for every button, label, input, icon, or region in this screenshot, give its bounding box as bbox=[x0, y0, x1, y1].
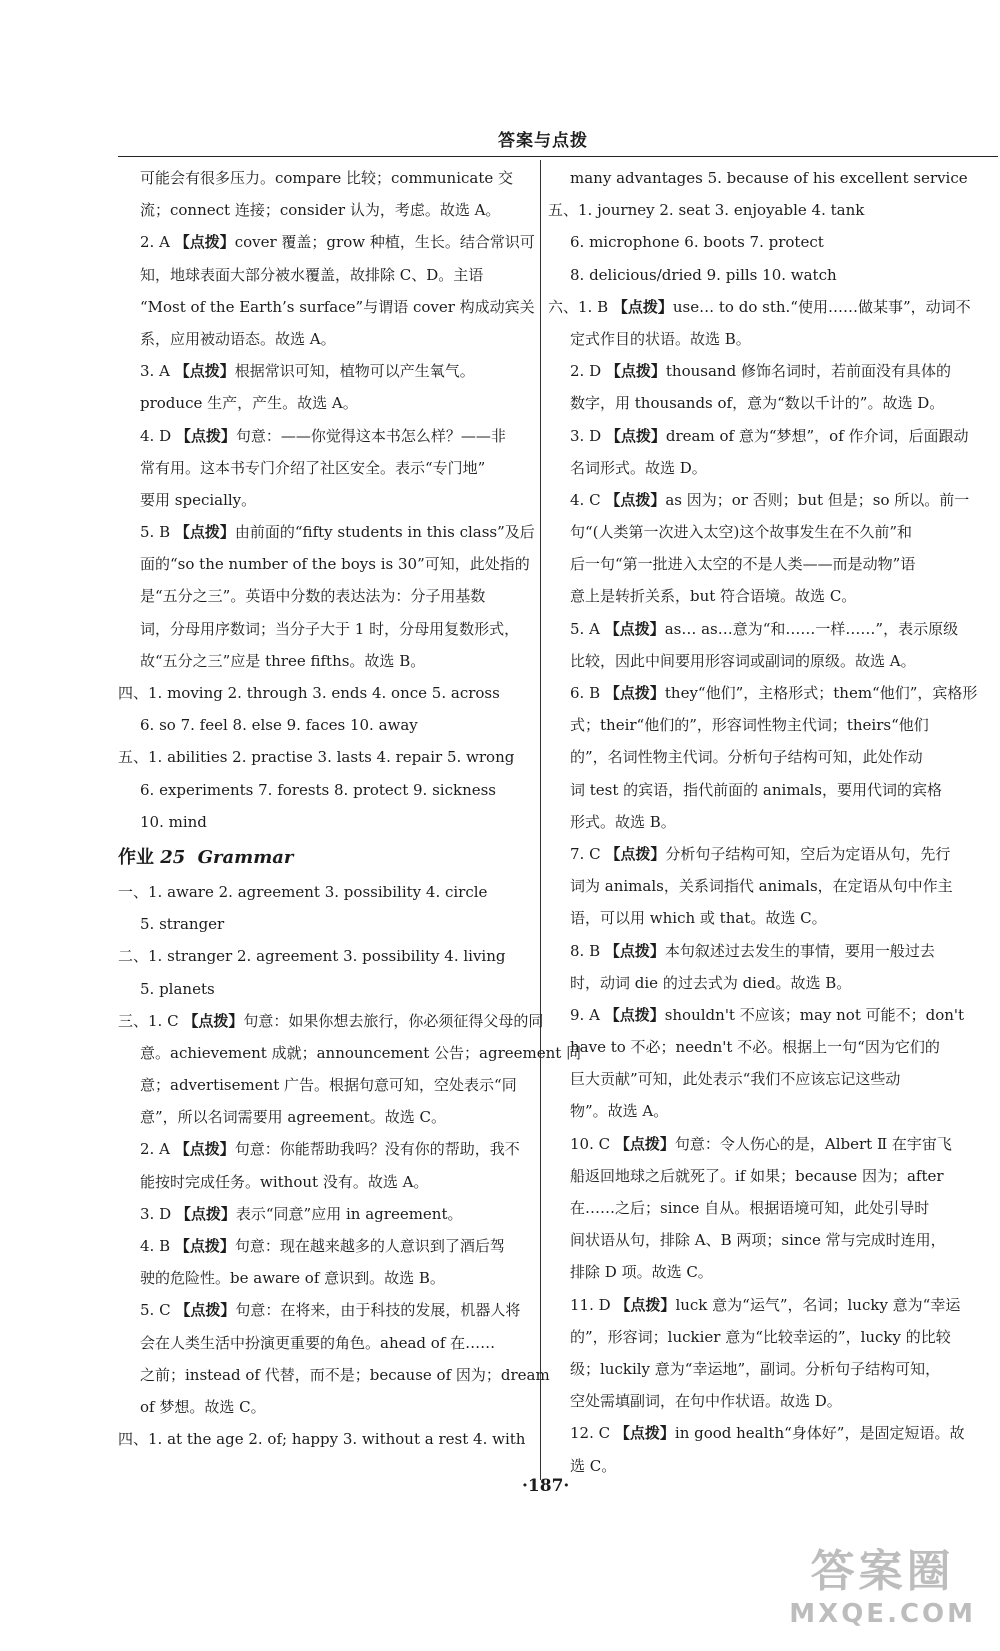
line-text: 6. experiments 7. forests 8. protect 9. sickness bbox=[140, 780, 497, 799]
text-line bbox=[118, 355, 533, 387]
item-number: 8. B bbox=[570, 941, 605, 960]
text-line bbox=[548, 1353, 988, 1385]
text-line bbox=[118, 908, 533, 940]
text-line bbox=[118, 226, 533, 258]
text-line bbox=[548, 1224, 988, 1256]
line-text: 巨大贡献”可知，此处表示“我们不应该忘记这些动 bbox=[570, 1070, 901, 1089]
text-line bbox=[548, 194, 988, 226]
text-line bbox=[118, 806, 533, 838]
line-text: 句意：现在越来越多的人意识到了酒后驾 bbox=[234, 1237, 505, 1255]
line-text: 可能会有很多压力。compare 比较；communicate 交 bbox=[140, 169, 514, 187]
text-line bbox=[118, 1230, 533, 1262]
line-text: 本句叙述过去发生的事情，要用一般过去 bbox=[664, 941, 935, 960]
text-line bbox=[118, 323, 533, 355]
text-line bbox=[118, 1198, 533, 1230]
line-text: 要用 specially。 bbox=[140, 490, 257, 509]
text-line bbox=[548, 1192, 988, 1224]
line-text: 的”，形容词；luckier 意为“比较幸运的”，lucky 的比较 bbox=[570, 1327, 951, 1346]
hint-tag: 【点拨】 bbox=[174, 523, 235, 542]
line-text: use… to do sth.“使用……做某事”，动词不 bbox=[672, 297, 971, 316]
text-line bbox=[118, 516, 533, 548]
line-text: as 因为；or 否则；but 但是；so 所以。前一 bbox=[665, 490, 970, 509]
line-text: 词 test 的宾语，指代前面的 animals，要用代词的宾格 bbox=[570, 780, 942, 799]
line-text: 故“五分之三”应是 three fifths。故选 B。 bbox=[140, 651, 426, 670]
line-text: 5. stranger bbox=[140, 915, 225, 934]
watermark-logo bbox=[789, 1535, 976, 1629]
line-text: 5. planets bbox=[140, 979, 215, 998]
text-line bbox=[118, 940, 533, 972]
section-number: 25 bbox=[160, 846, 186, 868]
hint-tag: 【点拨】 bbox=[174, 1237, 235, 1255]
text-line bbox=[548, 420, 988, 452]
item-number: 10. C bbox=[570, 1134, 615, 1153]
text-line bbox=[548, 1095, 988, 1127]
item-number: 4. C bbox=[570, 490, 606, 509]
item-number: 2. D bbox=[570, 362, 606, 381]
text-line bbox=[548, 838, 988, 870]
text-line bbox=[548, 323, 988, 355]
hint-tag: 【点拨】 bbox=[174, 1140, 235, 1159]
line-text: 会在人类生活中扮演更重要的角色。ahead of 在…… bbox=[140, 1333, 496, 1352]
line-text: 名词形式。故选 D。 bbox=[570, 458, 707, 477]
text-line bbox=[548, 1450, 988, 1482]
line-text: dream of 意为“梦想”，of 作介词，后面跟动 bbox=[665, 426, 969, 445]
hint-tag: 【点拨】 bbox=[604, 941, 665, 960]
line-text: 常有用。这本书专门介绍了社区安全。表示“专门地” bbox=[140, 458, 486, 477]
section-name: Grammar bbox=[197, 846, 294, 868]
item-number: 六、1. B bbox=[548, 297, 613, 316]
text-line bbox=[118, 259, 533, 291]
line-text: 6. microphone 6. boots 7. protect bbox=[570, 233, 824, 252]
text-line bbox=[548, 452, 988, 484]
text-line bbox=[118, 613, 533, 645]
text-line bbox=[118, 1262, 533, 1294]
text-line bbox=[548, 1256, 988, 1288]
text-line bbox=[118, 1069, 533, 1101]
hint-tag: 【点拨】 bbox=[174, 233, 235, 252]
line-text: 四、1. at the age 2. of; happy 3. without a rest 4. with bbox=[118, 1430, 526, 1449]
text-line bbox=[548, 355, 988, 387]
text-line bbox=[118, 774, 533, 806]
text-line bbox=[548, 613, 988, 645]
text-line bbox=[548, 1385, 988, 1417]
line-text: 的”，名词性物主代词。分析句子结构可知，此处作动 bbox=[570, 748, 923, 767]
line-text: 意”，所以名词需要用 agreement。故选 C。 bbox=[140, 1108, 446, 1127]
hint-tag: 【点拨】 bbox=[605, 490, 666, 509]
hint-tag: 【点拨】 bbox=[183, 1011, 244, 1030]
hint-tag: 【点拨】 bbox=[612, 297, 673, 316]
text-line bbox=[118, 876, 533, 908]
hint-tag: 【点拨】 bbox=[175, 1204, 236, 1223]
text-line bbox=[548, 741, 988, 773]
text-line bbox=[118, 973, 533, 1005]
text-line bbox=[118, 1037, 582, 1069]
column-divider bbox=[540, 160, 541, 1480]
text-line bbox=[548, 870, 988, 902]
text-line bbox=[548, 806, 988, 838]
hint-tag: 【点拨】 bbox=[605, 844, 666, 863]
hint-tag: 【点拨】 bbox=[604, 1005, 665, 1024]
right-block bbox=[548, 162, 988, 1482]
hint-tag: 【点拨】 bbox=[615, 1295, 676, 1314]
text-line bbox=[118, 1423, 533, 1455]
line-text: 意。achievement 成就；announcement 公告；agreement 同 bbox=[140, 1043, 582, 1062]
line-text: 知，地球表面大部分被水覆盖，故排除 C、D。主语 bbox=[140, 265, 484, 284]
line-text: produce 生产，产生。故选 A。 bbox=[140, 394, 358, 413]
item-number: 6. B bbox=[570, 684, 605, 702]
line-text: 面的“so the number of the boys is 30”可知，此处指的 bbox=[140, 555, 530, 574]
hint-tag: 【点拨】 bbox=[605, 426, 666, 445]
right-column bbox=[548, 162, 988, 1482]
line-text: 式；their“他们的”，形容词性物主代词；theirs“他们 bbox=[570, 716, 929, 735]
line-text: 是“五分之三”。英语中分数的表达法为：分子用基数 bbox=[140, 587, 486, 606]
text-line bbox=[548, 259, 988, 291]
text-line bbox=[118, 1359, 550, 1391]
item-number: 3. D bbox=[140, 1204, 176, 1223]
text-line bbox=[118, 452, 533, 484]
left-top-block bbox=[118, 162, 533, 838]
item-number: 9. A bbox=[570, 1005, 605, 1024]
text-line bbox=[548, 1063, 988, 1095]
text-line bbox=[118, 1133, 533, 1165]
item-number: 5. C bbox=[140, 1301, 176, 1320]
line-text: 8. delicious/dried 9. pills 10. watch bbox=[570, 265, 837, 284]
line-text: 四、1. moving 2. through 3. ends 4. once 5. across bbox=[118, 684, 500, 702]
line-text: 级；luckily 意为“幸运地”，副词。分析句子结构可知， bbox=[570, 1359, 941, 1378]
item-number: 三、1. C bbox=[118, 1011, 184, 1030]
hint-tag: 【点拨】 bbox=[614, 1134, 675, 1153]
line-text: as… as…意为“和……一样……”，表示原级 bbox=[664, 619, 959, 638]
item-number: 5. B bbox=[140, 523, 175, 542]
text-line bbox=[548, 1128, 988, 1160]
watermark-main: 答案圈 bbox=[810, 1546, 955, 1597]
text-line bbox=[118, 1294, 533, 1326]
hint-tag: 【点拨】 bbox=[614, 1424, 675, 1443]
text-line bbox=[118, 709, 533, 741]
line-text: 空处需填副词，在句中作状语。故选 D。 bbox=[570, 1392, 842, 1411]
item-number: 4. D bbox=[140, 426, 176, 445]
line-text: thousand 修饰名词时，若前面没有具体的 bbox=[665, 362, 951, 381]
text-line bbox=[548, 548, 988, 580]
line-text: 句意：你能帮助我吗？没有你的帮助，我不 bbox=[234, 1140, 520, 1159]
line-text: many advantages 5. because of his excellent service bbox=[570, 169, 968, 187]
text-line bbox=[118, 580, 533, 612]
text-line bbox=[548, 484, 988, 516]
text-line bbox=[548, 774, 988, 806]
text-line bbox=[118, 1166, 533, 1198]
text-line bbox=[118, 741, 533, 773]
line-text: 五、1. journey 2. seat 3. enjoyable 4. tank bbox=[548, 201, 865, 220]
item-number: 12. C bbox=[570, 1424, 615, 1443]
text-line bbox=[548, 677, 988, 709]
line-text: 物”。故选 A。 bbox=[570, 1102, 669, 1121]
line-text: 句意：——你觉得这本书怎么样？——非 bbox=[235, 426, 506, 445]
text-line bbox=[118, 291, 533, 323]
watermark-sub: MXQE.COM bbox=[789, 1599, 976, 1629]
line-text: 时，动词 die 的过去式为 died。故选 B。 bbox=[570, 973, 852, 992]
line-text: 数字，用 thousands of，意为“数以千计的”。故选 D。 bbox=[570, 394, 945, 413]
hint-tag: 【点拨】 bbox=[174, 362, 235, 381]
text-line bbox=[118, 548, 533, 580]
item-number: 3. D bbox=[570, 426, 606, 445]
line-text: “Most of the Earth’s surface”与谓语 cover 构成动宾关 bbox=[140, 297, 535, 316]
text-line bbox=[548, 1160, 988, 1192]
text-line bbox=[118, 645, 533, 677]
text-line bbox=[118, 162, 533, 194]
line-text: shouldn't 不应该；may not 可能不；don't bbox=[664, 1005, 965, 1024]
line-text: 选 C。 bbox=[570, 1456, 617, 1475]
text-line bbox=[548, 1321, 988, 1353]
line-text: 词为 animals，关系词指代 animals，在定语从句中作主 bbox=[570, 877, 953, 896]
line-text: 句意：如果你想去旅行，你必须征得父母的同 bbox=[243, 1011, 544, 1030]
text-line bbox=[118, 387, 533, 419]
line-text: 语，可以用 which 或 that。故选 C。 bbox=[570, 909, 827, 928]
text-line bbox=[118, 677, 533, 709]
text-line bbox=[548, 162, 988, 194]
text-line bbox=[548, 387, 988, 419]
hint-tag: 【点拨】 bbox=[604, 619, 665, 638]
text-line bbox=[548, 902, 988, 934]
text-line bbox=[118, 194, 533, 226]
line-text: 五、1. abilities 2. practise 3. lasts 4. repair 5. wrong bbox=[118, 748, 515, 767]
section-label: 作业 bbox=[118, 846, 154, 868]
hint-tag: 【点拨】 bbox=[605, 362, 666, 381]
line-text: 由前面的“fifty students in this class”及后 bbox=[234, 523, 535, 542]
line-text: in good health“身体好”，是固定短语。故 bbox=[674, 1424, 965, 1443]
item-number: 2. A bbox=[140, 1140, 175, 1159]
hint-tag: 【点拨】 bbox=[175, 1301, 236, 1320]
line-text: 句意：在将来，由于科技的发展，机器人将 bbox=[235, 1301, 521, 1320]
text-line bbox=[548, 516, 988, 548]
item-number: 7. C bbox=[570, 844, 606, 863]
item-number: 4. B bbox=[140, 1237, 175, 1255]
line-text: cover 覆盖；grow 种植，生长。结合常识可 bbox=[234, 233, 535, 252]
line-text: 根据常识可知，植物可以产生氧气。 bbox=[234, 362, 475, 381]
line-text: 定式作目的状语。故选 B。 bbox=[570, 329, 751, 348]
line-text: luck 意为“运气”，名词；lucky 意为“幸运 bbox=[675, 1295, 961, 1314]
text-line bbox=[118, 484, 533, 516]
item-number: 5. A bbox=[570, 619, 605, 638]
line-text: 意上是转折关系，but 符合语境。故选 C。 bbox=[570, 587, 857, 606]
header-title: 答案与点拨 bbox=[498, 131, 588, 151]
section-heading bbox=[118, 840, 533, 876]
left-bottom-block bbox=[118, 876, 582, 1455]
line-text: 句“(人类第一次进入太空)这个故事发生在不久前”和 bbox=[570, 523, 913, 542]
page-number: ·187· bbox=[522, 1476, 570, 1496]
line-text: 词，分母用序数词；当分子大于 1 时，分母用复数形式， bbox=[140, 619, 520, 638]
text-line bbox=[548, 1417, 988, 1449]
text-line bbox=[548, 645, 988, 677]
hint-tag: 【点拨】 bbox=[175, 426, 236, 445]
text-line bbox=[548, 291, 988, 323]
line-text: 6. so 7. feel 8. else 9. faces 10. away bbox=[140, 716, 418, 735]
text-line bbox=[548, 709, 988, 741]
page-header bbox=[118, 126, 998, 156]
text-line bbox=[548, 226, 988, 258]
line-text: 形式。故选 B。 bbox=[570, 812, 676, 831]
text-line bbox=[548, 580, 988, 612]
line-text: 船返回地球之后就死了。if 如果；because 因为；after bbox=[570, 1166, 944, 1185]
text-line bbox=[548, 1031, 988, 1063]
text-line bbox=[548, 1289, 988, 1321]
line-text: 能按时完成任务。without 没有。故选 A。 bbox=[140, 1172, 429, 1191]
text-line bbox=[548, 999, 988, 1031]
hint-tag: 【点拨】 bbox=[604, 684, 665, 702]
text-line bbox=[118, 1327, 533, 1359]
text-line bbox=[548, 967, 988, 999]
text-line bbox=[118, 1101, 533, 1133]
line-text: 一、1. aware 2. agreement 3. possibility 4. circle bbox=[118, 882, 488, 901]
item-number: 11. D bbox=[570, 1295, 616, 1314]
line-text: 在……之后；since 自从。根据语境可知，此处引导时 bbox=[570, 1199, 930, 1217]
line-text: 间状语从句，排除 A、B 两项；since 常与完成时连用， bbox=[570, 1231, 946, 1250]
text-line bbox=[118, 1005, 544, 1037]
line-text: of 梦想。故选 C。 bbox=[140, 1397, 266, 1416]
line-text: 之前；instead of 代替，而不是；because of 因为；dream bbox=[140, 1365, 550, 1384]
line-text: have to 不必；needn't 不必。根据上一句“因为它们的 bbox=[570, 1038, 940, 1057]
line-text: 表示“同意”应用 in agreement。 bbox=[235, 1204, 463, 1223]
line-text: 流；connect 连接；consider 认为，考虑。故选 A。 bbox=[140, 201, 501, 220]
line-text: 句意：令人伤心的是，Albert Ⅱ 在宇宙飞 bbox=[674, 1134, 952, 1153]
line-text: 排除 D 项。故选 C。 bbox=[570, 1263, 713, 1282]
line-text: they“他们”，主格形式；them“他们”，宾格形 bbox=[664, 684, 978, 702]
text-line bbox=[118, 1391, 533, 1423]
line-text: 10. mind bbox=[140, 812, 207, 831]
line-text: 分析句子结构可知，空后为定语从句，先行 bbox=[665, 844, 951, 863]
item-number: 2. A bbox=[140, 233, 175, 252]
line-text: 驶的危险性。be aware of 意识到。故选 B。 bbox=[140, 1269, 445, 1288]
line-text: 意；advertisement 广告。根据句意可知，空处表示“同 bbox=[140, 1076, 517, 1095]
text-line bbox=[118, 420, 533, 452]
item-number: 3. A bbox=[140, 362, 175, 381]
line-text: 后一句“第一批进入太空的不是人类——而是动物”语 bbox=[570, 555, 916, 574]
header-rule bbox=[118, 156, 998, 157]
line-text: 系，应用被动语态。故选 A。 bbox=[140, 329, 336, 348]
line-text: 比较，因此中间要用形容词或副词的原级。故选 A。 bbox=[570, 651, 916, 670]
line-text: 二、1. stranger 2. agreement 3. possibility 4. living bbox=[118, 947, 506, 966]
text-line bbox=[548, 935, 988, 967]
